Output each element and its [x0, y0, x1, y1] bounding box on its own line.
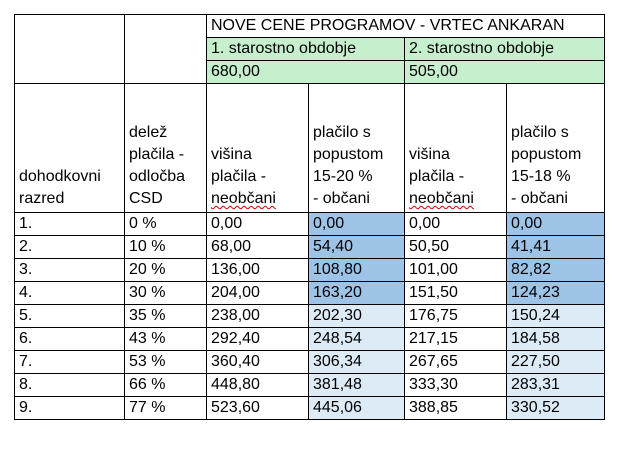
cell-visina-1: 136,00 — [207, 259, 309, 282]
price-table — [14, 14, 605, 420]
cell-popust-1: 306,34 — [309, 351, 405, 374]
table-row — [15, 213, 605, 236]
header-visina-1 — [207, 84, 309, 213]
header-delez: delež plačila - odločba CSD — [125, 84, 207, 213]
cell-razred: 3. — [15, 259, 125, 282]
cell-visina-1: 0,00 — [207, 213, 309, 236]
cell-razred: 9. — [15, 397, 125, 420]
cell-popust-2: 184,58 — [507, 328, 605, 351]
cell-delez: 53 % — [125, 351, 207, 374]
header-visina-2-text: višina plačila - — [409, 146, 465, 185]
header-visina-2-neobcani: neobčani — [409, 190, 474, 207]
cell-delez: 30 % — [125, 282, 207, 305]
cell-delez: 0 % — [125, 213, 207, 236]
header-visina-2 — [405, 84, 507, 213]
cell-popust-1: 248,54 — [309, 328, 405, 351]
table-row — [15, 259, 605, 282]
cell-popust-2: 283,31 — [507, 374, 605, 397]
header-popust-2: plačilo s popustom 15-18 % - občani — [507, 84, 605, 213]
cell-popust-1: 445,06 — [309, 397, 405, 420]
cell-popust-2: 227,50 — [507, 351, 605, 374]
cell-popust-1: 381,48 — [309, 374, 405, 397]
cell-razred: 2. — [15, 236, 125, 259]
cell-visina-1: 360,40 — [207, 351, 309, 374]
cell-popust-2: 0,00 — [507, 213, 605, 236]
cell-visina-2: 101,00 — [405, 259, 507, 282]
cell-visina-1: 68,00 — [207, 236, 309, 259]
corner-cell — [15, 15, 125, 84]
cell-delez: 43 % — [125, 328, 207, 351]
cell-popust-2: 124,23 — [507, 282, 605, 305]
table-row — [15, 282, 605, 305]
table-row — [15, 374, 605, 397]
cell-delez: 20 % — [125, 259, 207, 282]
cell-visina-1: 448,80 — [207, 374, 309, 397]
cell-razred: 1. — [15, 213, 125, 236]
table-row — [15, 328, 605, 351]
cell-popust-2: 41,41 — [507, 236, 605, 259]
header-popust-1: plačilo s popustom 15-20 % - občani — [309, 84, 405, 213]
cell-razred: 8. — [15, 374, 125, 397]
cell-popust-2: 82,82 — [507, 259, 605, 282]
cell-razred: 5. — [15, 305, 125, 328]
group-2-label: 2. starostno obdobje — [405, 38, 605, 61]
cell-visina-2: 267,65 — [405, 351, 507, 374]
table-title: NOVE CENE PROGRAMOV - VRTEC ANKARAN — [207, 15, 605, 38]
table-row — [15, 397, 605, 420]
cell-razred: 4. — [15, 282, 125, 305]
cell-visina-1: 523,60 — [207, 397, 309, 420]
header-visina-1-neobcani: neobčani — [211, 190, 276, 207]
cell-visina-2: 0,00 — [405, 213, 507, 236]
cell-popust-1: 54,40 — [309, 236, 405, 259]
title-row — [15, 15, 605, 38]
table-row — [15, 305, 605, 328]
cell-razred: 6. — [15, 328, 125, 351]
header-visina-1-text: višina plačila - — [211, 146, 267, 185]
cell-popust-1: 202,30 — [309, 305, 405, 328]
table-row — [15, 236, 605, 259]
cell-popust-1: 108,80 — [309, 259, 405, 282]
corner-cell — [125, 15, 207, 84]
cell-visina-2: 217,15 — [405, 328, 507, 351]
column-header-row — [15, 84, 605, 213]
cell-visina-2: 333,30 — [405, 374, 507, 397]
group-2-price: 505,00 — [405, 61, 605, 84]
cell-visina-2: 176,75 — [405, 305, 507, 328]
header-razred: dohodkovni razred — [15, 84, 125, 213]
cell-razred: 7. — [15, 351, 125, 374]
cell-delez: 10 % — [125, 236, 207, 259]
cell-delez: 66 % — [125, 374, 207, 397]
cell-visina-1: 292,40 — [207, 328, 309, 351]
cell-popust-2: 150,24 — [507, 305, 605, 328]
cell-popust-1: 163,20 — [309, 282, 405, 305]
cell-delez: 77 % — [125, 397, 207, 420]
cell-delez: 35 % — [125, 305, 207, 328]
cell-visina-2: 388,85 — [405, 397, 507, 420]
cell-visina-1: 238,00 — [207, 305, 309, 328]
cell-visina-2: 50,50 — [405, 236, 507, 259]
table-row — [15, 351, 605, 374]
cell-popust-2: 330,52 — [507, 397, 605, 420]
group-1-label: 1. starostno obdobje — [207, 38, 405, 61]
cell-popust-1: 0,00 — [309, 213, 405, 236]
cell-visina-1: 204,00 — [207, 282, 309, 305]
group-1-price: 680,00 — [207, 61, 405, 84]
cell-visina-2: 151,50 — [405, 282, 507, 305]
